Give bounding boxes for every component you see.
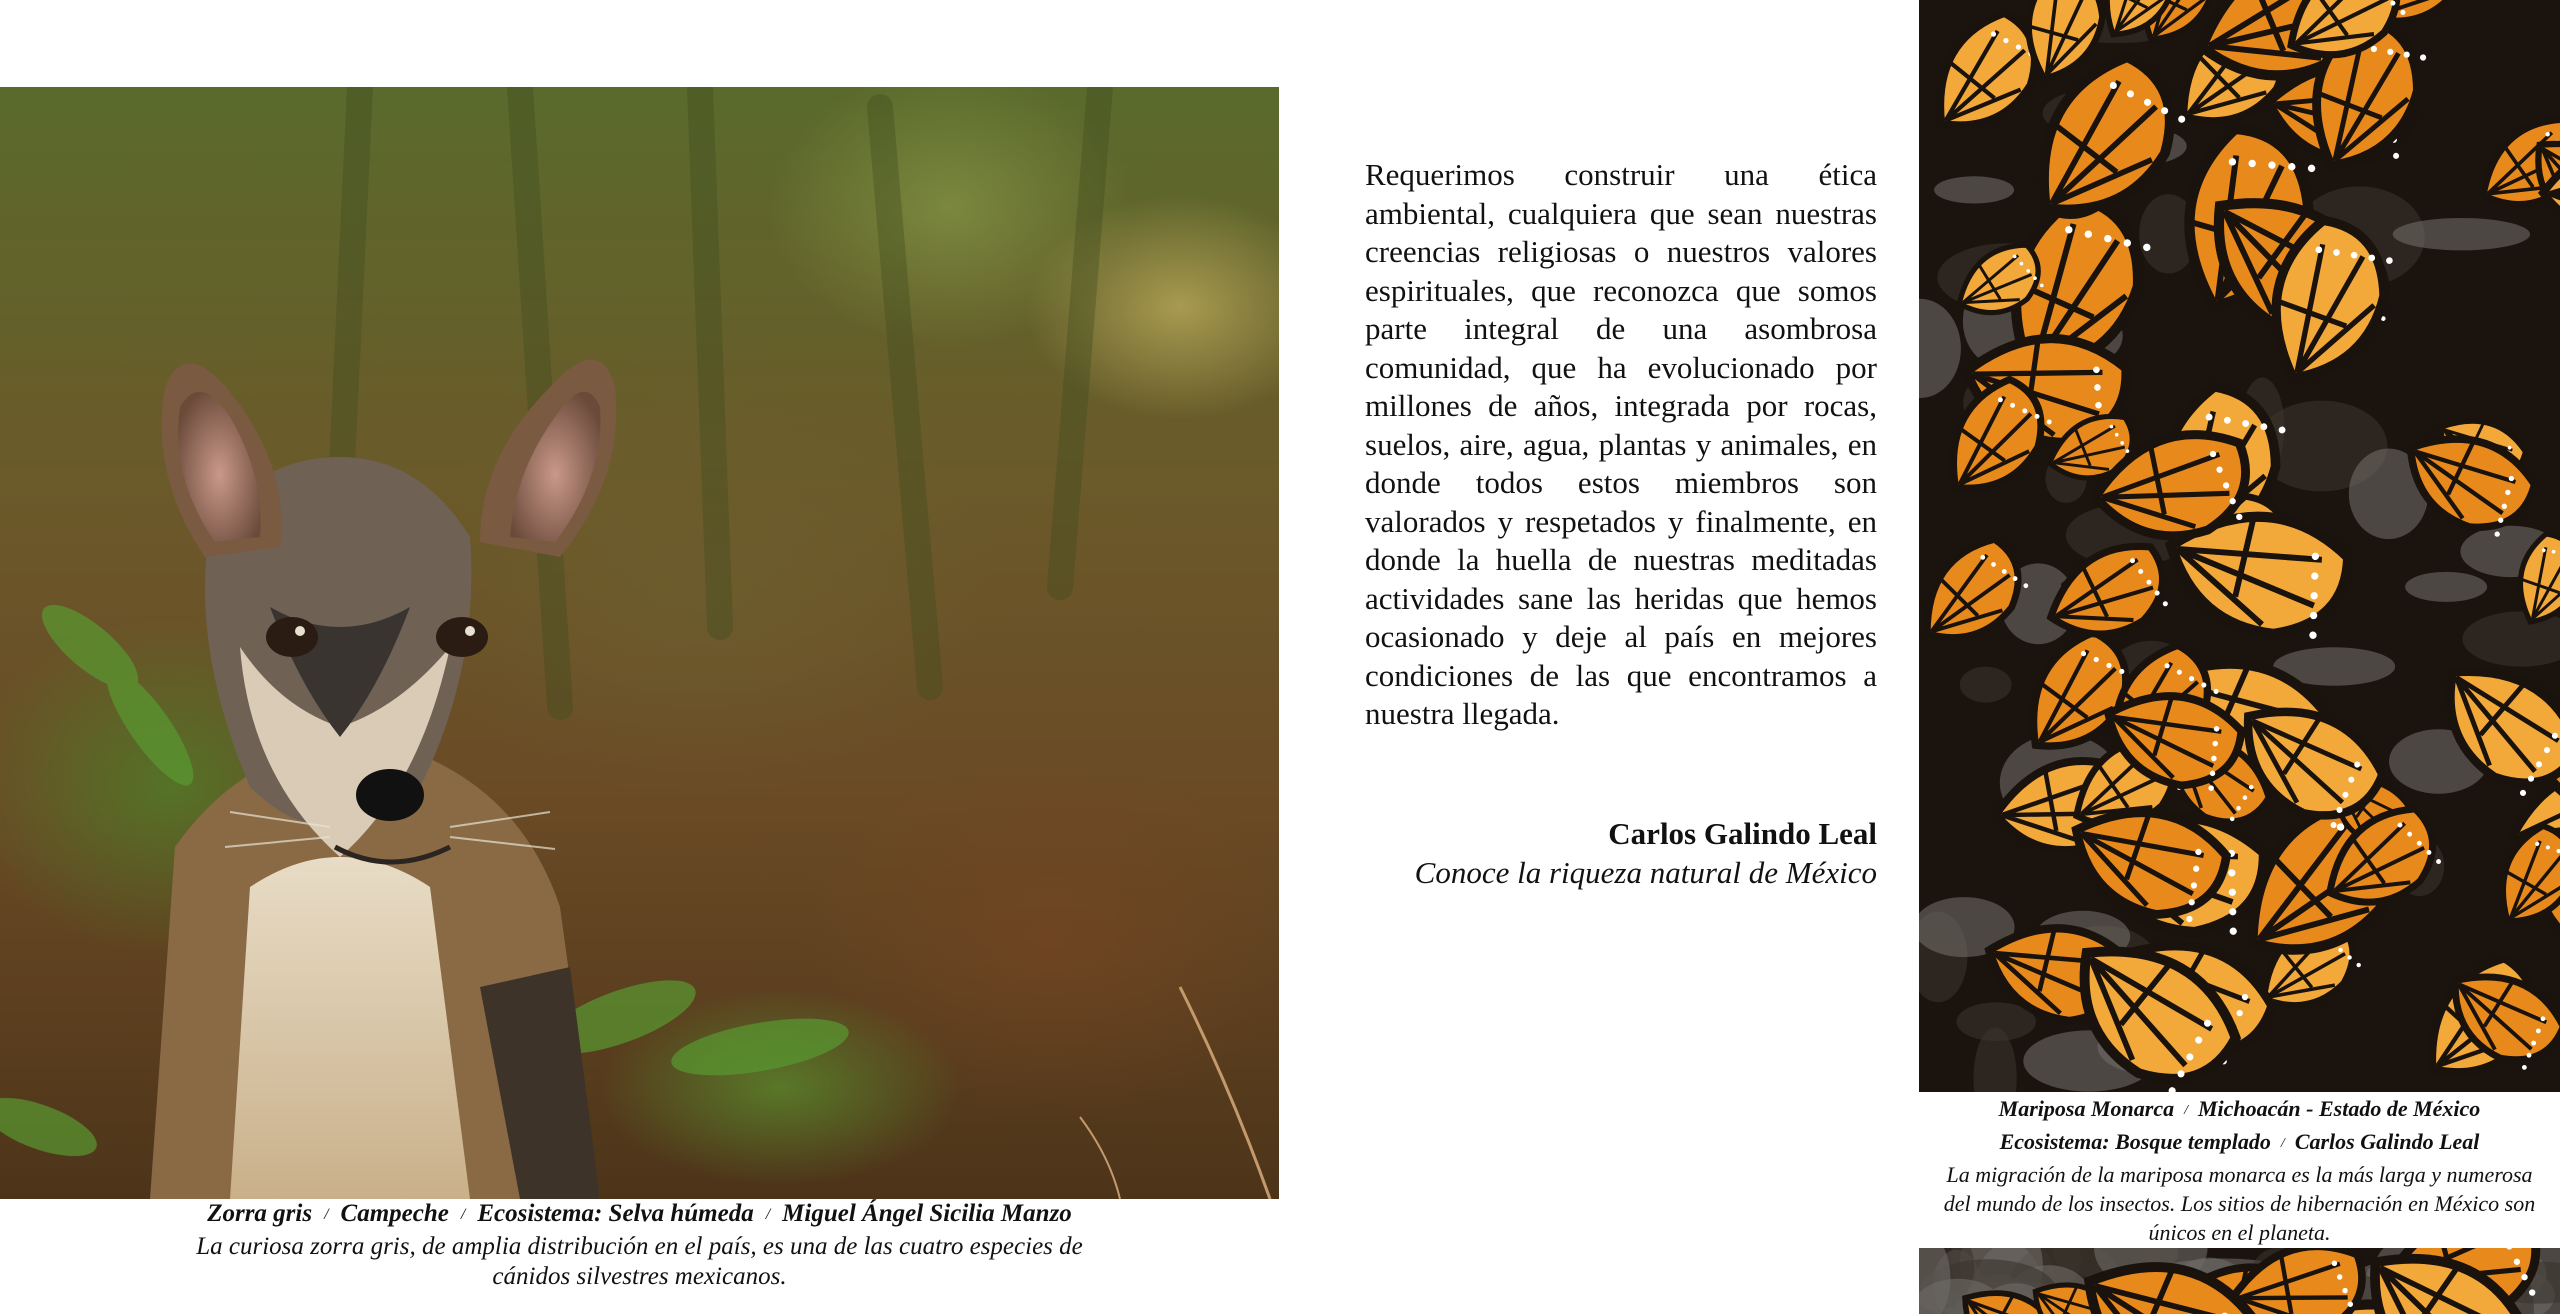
monarch-separator-2: / <box>2280 1136 2285 1151</box>
gray-fox-photo <box>0 87 1279 1199</box>
fox-species: Zorra gris <box>207 1200 313 1227</box>
monarch-species: Mariposa Monarca <box>1998 1096 2175 1121</box>
fox-photographer: Miguel Ángel Sicilia Manzo <box>782 1200 1072 1227</box>
monarch-butterflies-photo-lower <box>1919 1248 2560 1314</box>
fox-description: La curiosa zorra gris, de amplia distribución en el país, es una de las cuatro especies de cánidos silvestres mexicanos. <box>196 1233 1083 1290</box>
monarch-description: La migración de la mariposa monarca es la más larga y numerosa del mundo de los insectos. Los sitios de hibernación en México son únicos en el planeta. <box>1943 1162 2536 1245</box>
monarch-butterflies-photo <box>1919 0 2560 1092</box>
monarch-caption <box>1919 1094 2560 1247</box>
fox-separator-2: / <box>460 1206 466 1223</box>
monarch-separator-1: / <box>2184 1103 2188 1118</box>
monarch-credits-line-1 <box>1919 1094 2560 1127</box>
monarch-location: Michoacán - Estado de México <box>2197 1096 2481 1121</box>
fox-separator-3: / <box>765 1206 771 1223</box>
monarch-illustration <box>1919 0 2560 1092</box>
gray-fox-caption <box>0 1199 1279 1292</box>
fox-ecosystem: Ecosistema: Selva húmeda <box>477 1200 754 1227</box>
fox-location: Campeche <box>340 1200 449 1227</box>
ethics-quote: Requerimos construir una ética ambiental, cualquiera que sean nuestras creencias religiosas o nuestros valores espirituales, que reconozca que somos parte integral de una asombrosa comunidad, que ha evolucionado por millones de años, integrada por rocas, suelos, aire, agua, plantas y animales, en donde todos estos miembros son valorados y respetados y finalmente, en donde la huella de nuestras meditadas actividades sane las heridas que hemos ocasionado y deje al país en mejores condiciones de las que encontramos a nuestra llegada. <box>1365 157 1877 731</box>
gray-fox-illustration <box>0 87 1279 1199</box>
gray-fox-credits <box>0 1199 1279 1232</box>
quote-author: Carlos Galindo Leal <box>1608 816 1877 851</box>
monarch-illustration-lower <box>1919 1248 2560 1314</box>
quote-source: Conoce la riqueza natural de México <box>1414 855 1877 890</box>
fox-separator-1: / <box>324 1206 329 1223</box>
monarch-ecosystem: Ecosistema: Bosque templado <box>1999 1129 2271 1154</box>
monarch-credits-line-2 <box>1919 1127 2560 1160</box>
monarch-photographer: Carlos Galindo Leal <box>2294 1129 2480 1154</box>
